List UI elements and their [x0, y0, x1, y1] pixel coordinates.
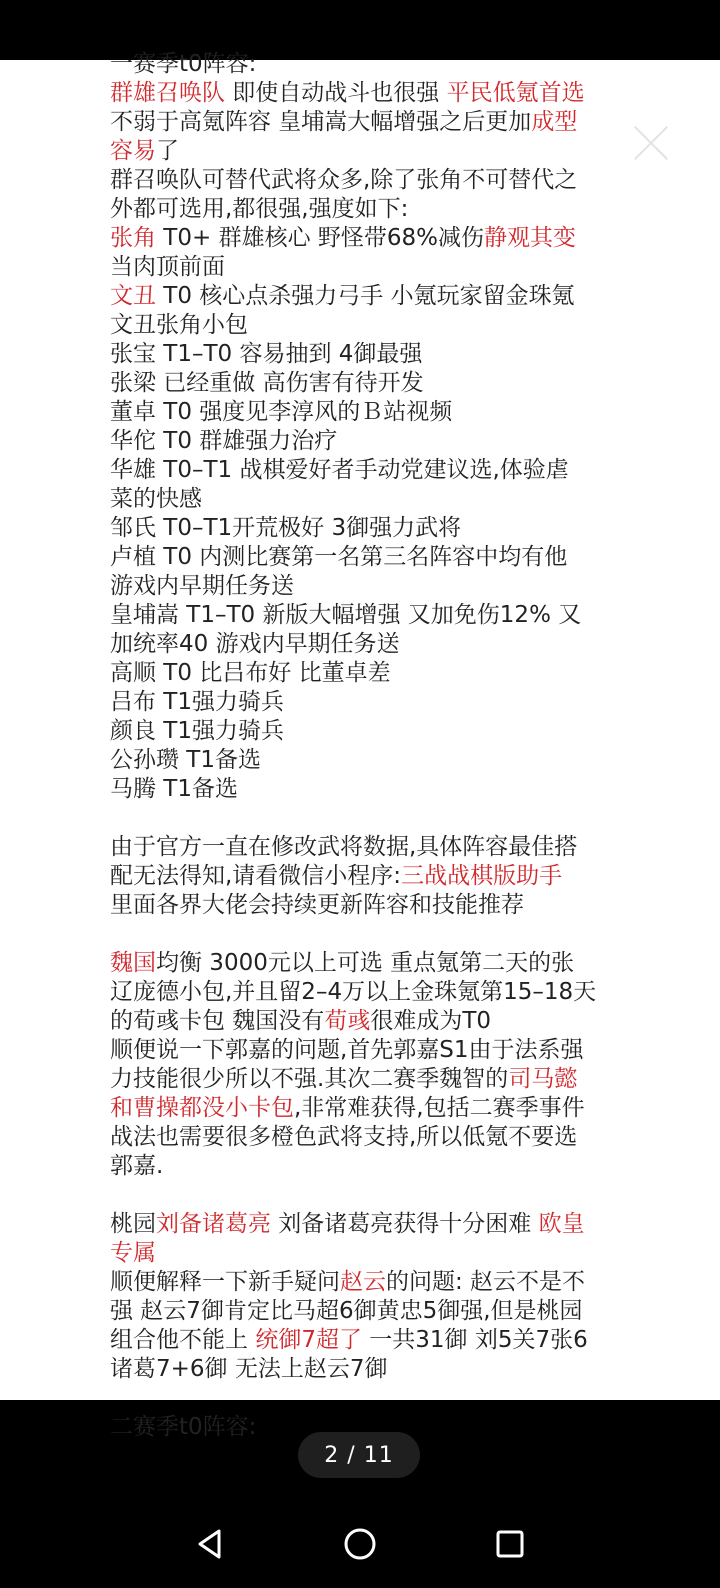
text-line	[110, 572, 615, 601]
body-text: 配无法得知,请看微信小程序:	[110, 863, 402, 889]
body-text: 董卓 T0 强度见李淳风的Ｂ站视频	[110, 399, 453, 425]
highlighted-text: 成型	[531, 109, 578, 135]
body-text: 华雄 T0–T1 战棋爱好者手动党建议选,体验虐	[110, 457, 569, 483]
highlighted-text: 和曹操都没小卡包	[110, 1095, 294, 1121]
text-line	[110, 543, 615, 572]
body-text: 张宝 T1–T0 容易抽到 4御最强	[110, 341, 423, 367]
text-line	[110, 1123, 615, 1152]
text-line	[110, 253, 615, 282]
body-text: 高顺 T0 比吕布好 比董卓差	[110, 660, 391, 686]
body-text: 桃园	[110, 1211, 156, 1237]
body-text: 了	[156, 138, 179, 164]
body-text: 菜的快感	[110, 486, 202, 512]
body-text: 邹氏 T0–T1开荒极好 3御强力武将	[110, 515, 462, 541]
body-text: 加统率40 游戏内早期任务送	[110, 631, 400, 657]
body-text: 张梁 已经重做 高伤害有待开发	[110, 370, 424, 396]
paragraph-gap	[110, 1384, 615, 1413]
text-line	[110, 746, 615, 775]
text-line	[110, 862, 615, 891]
body-text: 均衡 3000元以上可选 重点氪第二天的张	[156, 950, 575, 976]
body-text: 战法也需要很多橙色武将支持,所以低氪不要选	[110, 1124, 578, 1150]
text-line	[110, 978, 615, 1007]
highlighted-text: 司马懿	[508, 1066, 578, 1092]
text-line	[110, 891, 615, 920]
body-text: 外都可选用,都很强,强度如下:	[110, 196, 409, 222]
page-indicator	[298, 1432, 420, 1478]
text-line	[110, 50, 615, 79]
body-text: 文丑张角小包	[110, 312, 248, 338]
text-line	[110, 775, 615, 804]
body-text: 二赛季t0阵容:	[110, 1414, 257, 1440]
text-line	[110, 456, 615, 485]
body-text: 很难成为T0	[370, 1008, 491, 1034]
text-line	[110, 485, 615, 514]
article-text	[110, 50, 615, 1442]
highlighted-text: 专属	[110, 1240, 156, 1266]
body-text: T0 核心点杀强力弓手 小氪玩家留金珠氪	[156, 283, 575, 309]
text-line	[110, 282, 615, 311]
body-text: 颜良 T1强力骑兵	[110, 718, 284, 744]
recent-apps-icon[interactable]	[486, 1520, 534, 1568]
text-line	[110, 1355, 615, 1384]
body-text: 里面各界大佬会持续更新阵容和技能推荐	[110, 892, 524, 918]
highlighted-text: 容易	[110, 138, 156, 164]
highlighted-text: 统御7超了	[255, 1327, 362, 1353]
text-line	[110, 195, 615, 224]
highlighted-text: 赵云	[340, 1269, 386, 1295]
body-text: 群召唤队可替代武将众多,除了张角不可替代之	[110, 167, 578, 193]
highlighted-text: 荀彧	[324, 1008, 371, 1034]
text-line	[110, 1210, 615, 1239]
text-line	[110, 514, 615, 543]
body-text: 顺便解释一下新手疑问	[110, 1269, 340, 1295]
body-text: 力技能很少所以不强.其次二赛季魏智的	[110, 1066, 509, 1092]
highlighted-text: 三战战棋版助手	[401, 863, 563, 889]
text-line	[110, 717, 615, 746]
text-line	[110, 79, 615, 108]
text-line	[110, 311, 615, 340]
paragraph-gap	[110, 1181, 615, 1210]
article-page	[0, 51, 720, 1440]
body-text: 马腾 T1备选	[110, 776, 238, 802]
highlighted-text: 刘备诸葛亮	[156, 1211, 271, 1237]
body-text: 的问题: 赵云不是不	[386, 1269, 586, 1295]
text-line	[110, 630, 615, 659]
home-icon[interactable]	[336, 1520, 384, 1568]
body-text: 华佗 T0 群雄强力治疗	[110, 428, 338, 454]
close-icon[interactable]	[632, 124, 670, 162]
navigation-bar	[0, 1500, 720, 1588]
text-line	[110, 1036, 615, 1065]
text-line	[110, 224, 615, 253]
text-line	[110, 833, 615, 862]
highlighted-text: 平民低氪首选	[446, 80, 585, 106]
text-line	[110, 108, 615, 137]
body-text: 诸葛7+6御 无法上赵云7御	[110, 1356, 388, 1382]
text-line	[110, 340, 615, 369]
body-text: T0+ 群雄核心 野怪带68%减伤	[156, 225, 485, 251]
text-line	[110, 398, 615, 427]
body-text: 顺便说一下郭嘉的问题,首先郭嘉S1由于法系强	[110, 1037, 584, 1063]
text-line	[110, 1268, 615, 1297]
text-line	[110, 1152, 615, 1181]
body-text: 不弱于高氪阵容 皇埔嵩大幅增强之后更加	[110, 109, 532, 135]
body-text: 强 赵云7御肯定比马超6御黄忠5御强,但是桃园	[110, 1298, 583, 1324]
text-line	[110, 1326, 615, 1355]
body-text: 由于官方一直在修改武将数据,具体阵容最佳搭	[110, 834, 578, 860]
paragraph-gap	[110, 804, 615, 833]
total-pages: 11	[363, 1442, 394, 1468]
back-icon[interactable]	[186, 1520, 234, 1568]
text-line	[110, 1297, 615, 1326]
text-line	[110, 369, 615, 398]
text-line	[110, 1007, 615, 1036]
body-text: 吕布 T1强力骑兵	[110, 689, 284, 715]
highlighted-text: 群雄召唤队	[110, 80, 225, 106]
body-text: 刘备诸葛亮获得十分困难	[271, 1211, 539, 1237]
highlighted-text: 魏国	[110, 950, 156, 976]
text-line	[110, 601, 615, 630]
body-text: 郭嘉.	[110, 1153, 164, 1179]
text-line	[110, 688, 615, 717]
body-text: 游戏内早期任务送	[110, 573, 294, 599]
text-line	[110, 949, 615, 978]
body-text: 即使自动战斗也很强	[225, 80, 447, 106]
text-line	[110, 427, 615, 456]
highlighted-text: 欧皇	[538, 1211, 585, 1237]
body-text: 公孙瓒 T1备选	[110, 747, 261, 773]
text-line	[110, 1239, 615, 1268]
body-text: 的荀彧卡包 魏国没有	[110, 1008, 325, 1034]
text-line	[110, 166, 615, 195]
text-line	[110, 659, 615, 688]
text-line	[110, 137, 615, 166]
body-text: 卢植 T0 内测比赛第一名第三名阵容中均有他	[110, 544, 568, 570]
body-text: 组合他不能上	[110, 1327, 256, 1353]
body-text: 一赛季t0阵容:	[110, 51, 257, 77]
body-text: ,非常难获得,包括二赛季事件	[294, 1095, 585, 1121]
highlighted-text: 文丑	[110, 283, 156, 309]
body-text: 当肉顶前面	[110, 254, 225, 280]
highlighted-text: 静观其变	[484, 225, 577, 251]
body-text: 一共31御 刘5关7张6	[361, 1327, 588, 1353]
text-line	[110, 1094, 615, 1123]
highlighted-text: 张角	[110, 225, 156, 251]
page-separator: /	[347, 1442, 356, 1468]
paragraph-gap	[110, 920, 615, 949]
text-line	[110, 1065, 615, 1094]
current-page: 2	[324, 1442, 340, 1468]
body-text: 辽庞德小包,并且留2–4万以上金珠氪第15–18天	[110, 979, 597, 1005]
body-text: 皇埔嵩 T1–T0 新版大幅增强 又加免伤12% 又	[110, 602, 582, 628]
